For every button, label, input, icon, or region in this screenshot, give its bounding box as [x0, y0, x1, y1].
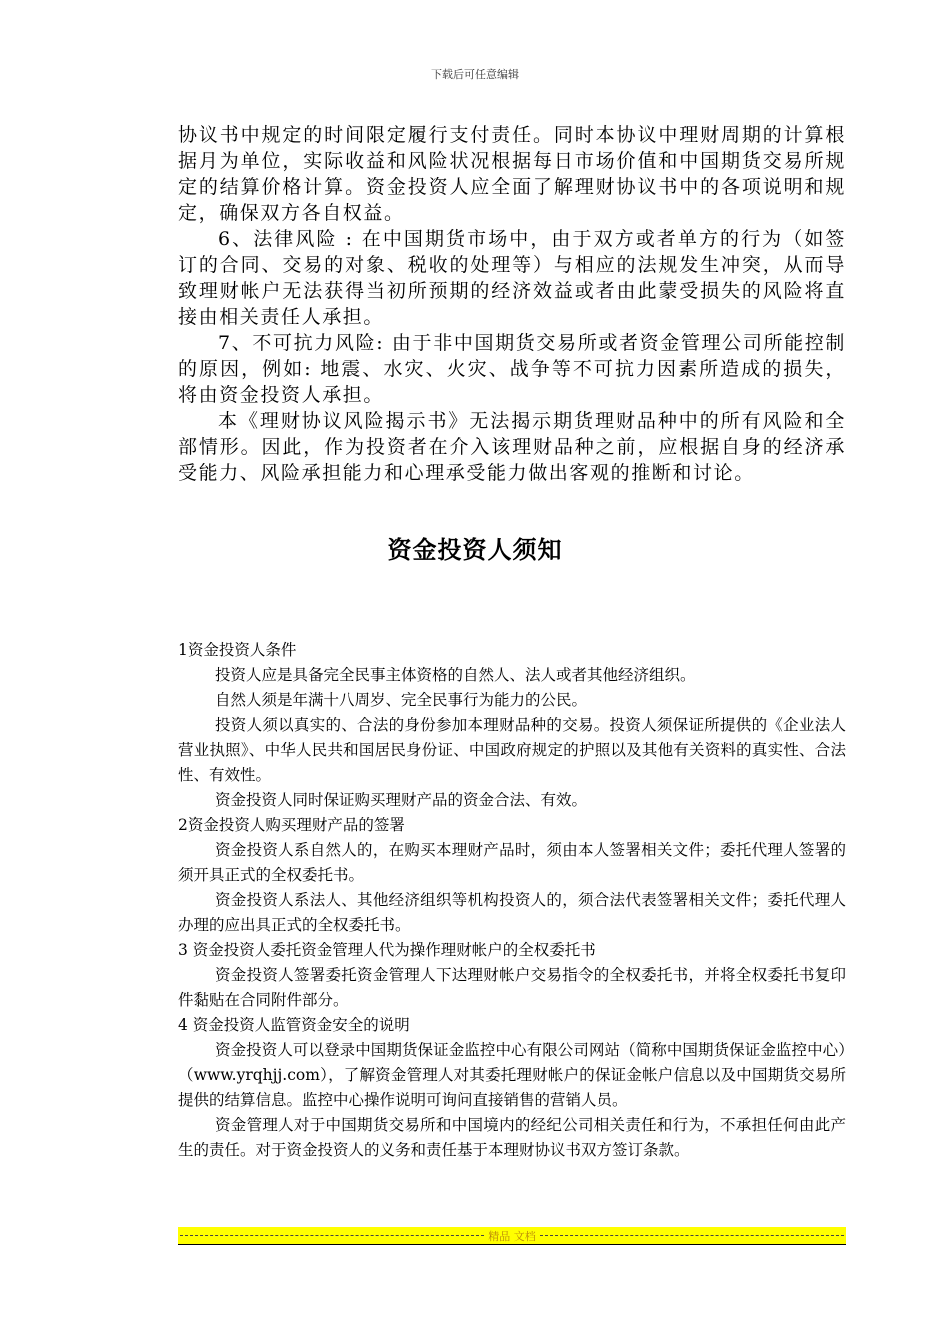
- header-note: 下载后可任意编辑: [431, 68, 519, 81]
- section-heading: 4 资金投资人监管资金安全的说明: [178, 1016, 410, 1034]
- paragraph: 6、法律风险 : 在中国期货市场中，由于双方或者单方的行为（如签订的合同、交易的对象、税收的处理等）与相应的法规发生冲突，从而导致理财帐户无法获得当初所预期的经济效益或者由此蒙受损失的风险将直接由相关责任人承担。: [178, 228, 846, 328]
- paragraph: 投资人须以真实的、合法的身份参加本理财品种的交易。投资人须保证所提供的《企业法人营业执照》、中华人民共和国居民身份证、中国政府规定的护照以及其他有关资料的真实性、合法性、有效性。: [178, 716, 846, 784]
- section-heading: 1资金投资人条件: [178, 641, 297, 659]
- paragraph: 本《理财协议风险揭示书》无法揭示期货理财品种中的所有风险和全部情形。因此，作为投资者在介入该理财品种之前，应根据自身的经济承受能力、风险承担能力和心理承受能力做出客观的推断和讨论。: [178, 410, 846, 484]
- paragraph: 资金投资人同时保证购买理财产品的资金合法、有效。: [215, 791, 588, 809]
- paragraph: 投资人应是具备完全民事主体资格的自然人、法人或者其他经济组织。: [215, 666, 696, 684]
- section-heading: 3 资金投资人委托资金管理人代为操作理财帐户的全权委托书: [178, 941, 596, 959]
- paragraph: 自然人须是年满十八周岁、完全民事行为能力的公民。: [215, 691, 588, 709]
- paragraph: 资金投资人系法人、其他经济组织等机构投资人的，须合法代表签署相关文件；委托代理人办理的应出具正式的全权委托书。: [178, 891, 846, 934]
- paragraph: 资金投资人可以登录中国期货保证金监控中心有限公司网站（简称中国期货保证金监控中心）（www.yrqhjj.com），了解资金管理人对其委托理财帐户的保证金帐户信息以及中国期货交易所提供的结算信息。监控中心操作说明可询问直接销售的营销人员。: [178, 1041, 846, 1109]
- paragraph: 协议书中规定的时间限定履行支付责任。同时本协议中理财周期的计算根据月为单位，实际收益和风险状况根据每日市场价值和中国期货交易所规定的结算价格计算。资金投资人应全面了解理财协议书中的各项说明和规定，确保双方各自权益。: [178, 124, 846, 224]
- section-heading: 2资金投资人购买理财产品的签署: [178, 816, 405, 834]
- paragraph: 资金管理人对于中国期货交易所和中国境内的经纪公司相关责任和行为，不承担任何由此产生的责任。对于资金投资人的义务和责任基于本理财协议书双方签订条款。: [178, 1116, 846, 1159]
- footer-divider: [180, 1235, 484, 1236]
- investor-notice-section: [178, 638, 846, 1163]
- paragraph: 7、不可抗力风险: 由于非中国期货交易所或者资金管理公司所能控制的原因，例如: 地震、水灾、火灾、战争等不可抗力因素所造成的损失，将由资金投资人承担。: [178, 332, 846, 406]
- risk-disclosure-section: [178, 122, 846, 486]
- footer-divider: [540, 1235, 844, 1236]
- paragraph: 资金投资人系自然人的，在购买本理财产品时，须由本人签署相关文件；委托代理人签署的须开具正式的全权委托书。: [178, 841, 846, 884]
- page-title: 资金投资人须知: [387, 536, 563, 564]
- footer-label: 精品 文档: [488, 1229, 536, 1243]
- footer-banner: [178, 1227, 846, 1245]
- paragraph: 资金投资人签署委托资金管理人下达理财帐户交易指令的全权委托书，并将全权委托书复印件黏贴在合同附件部分。: [178, 966, 846, 1009]
